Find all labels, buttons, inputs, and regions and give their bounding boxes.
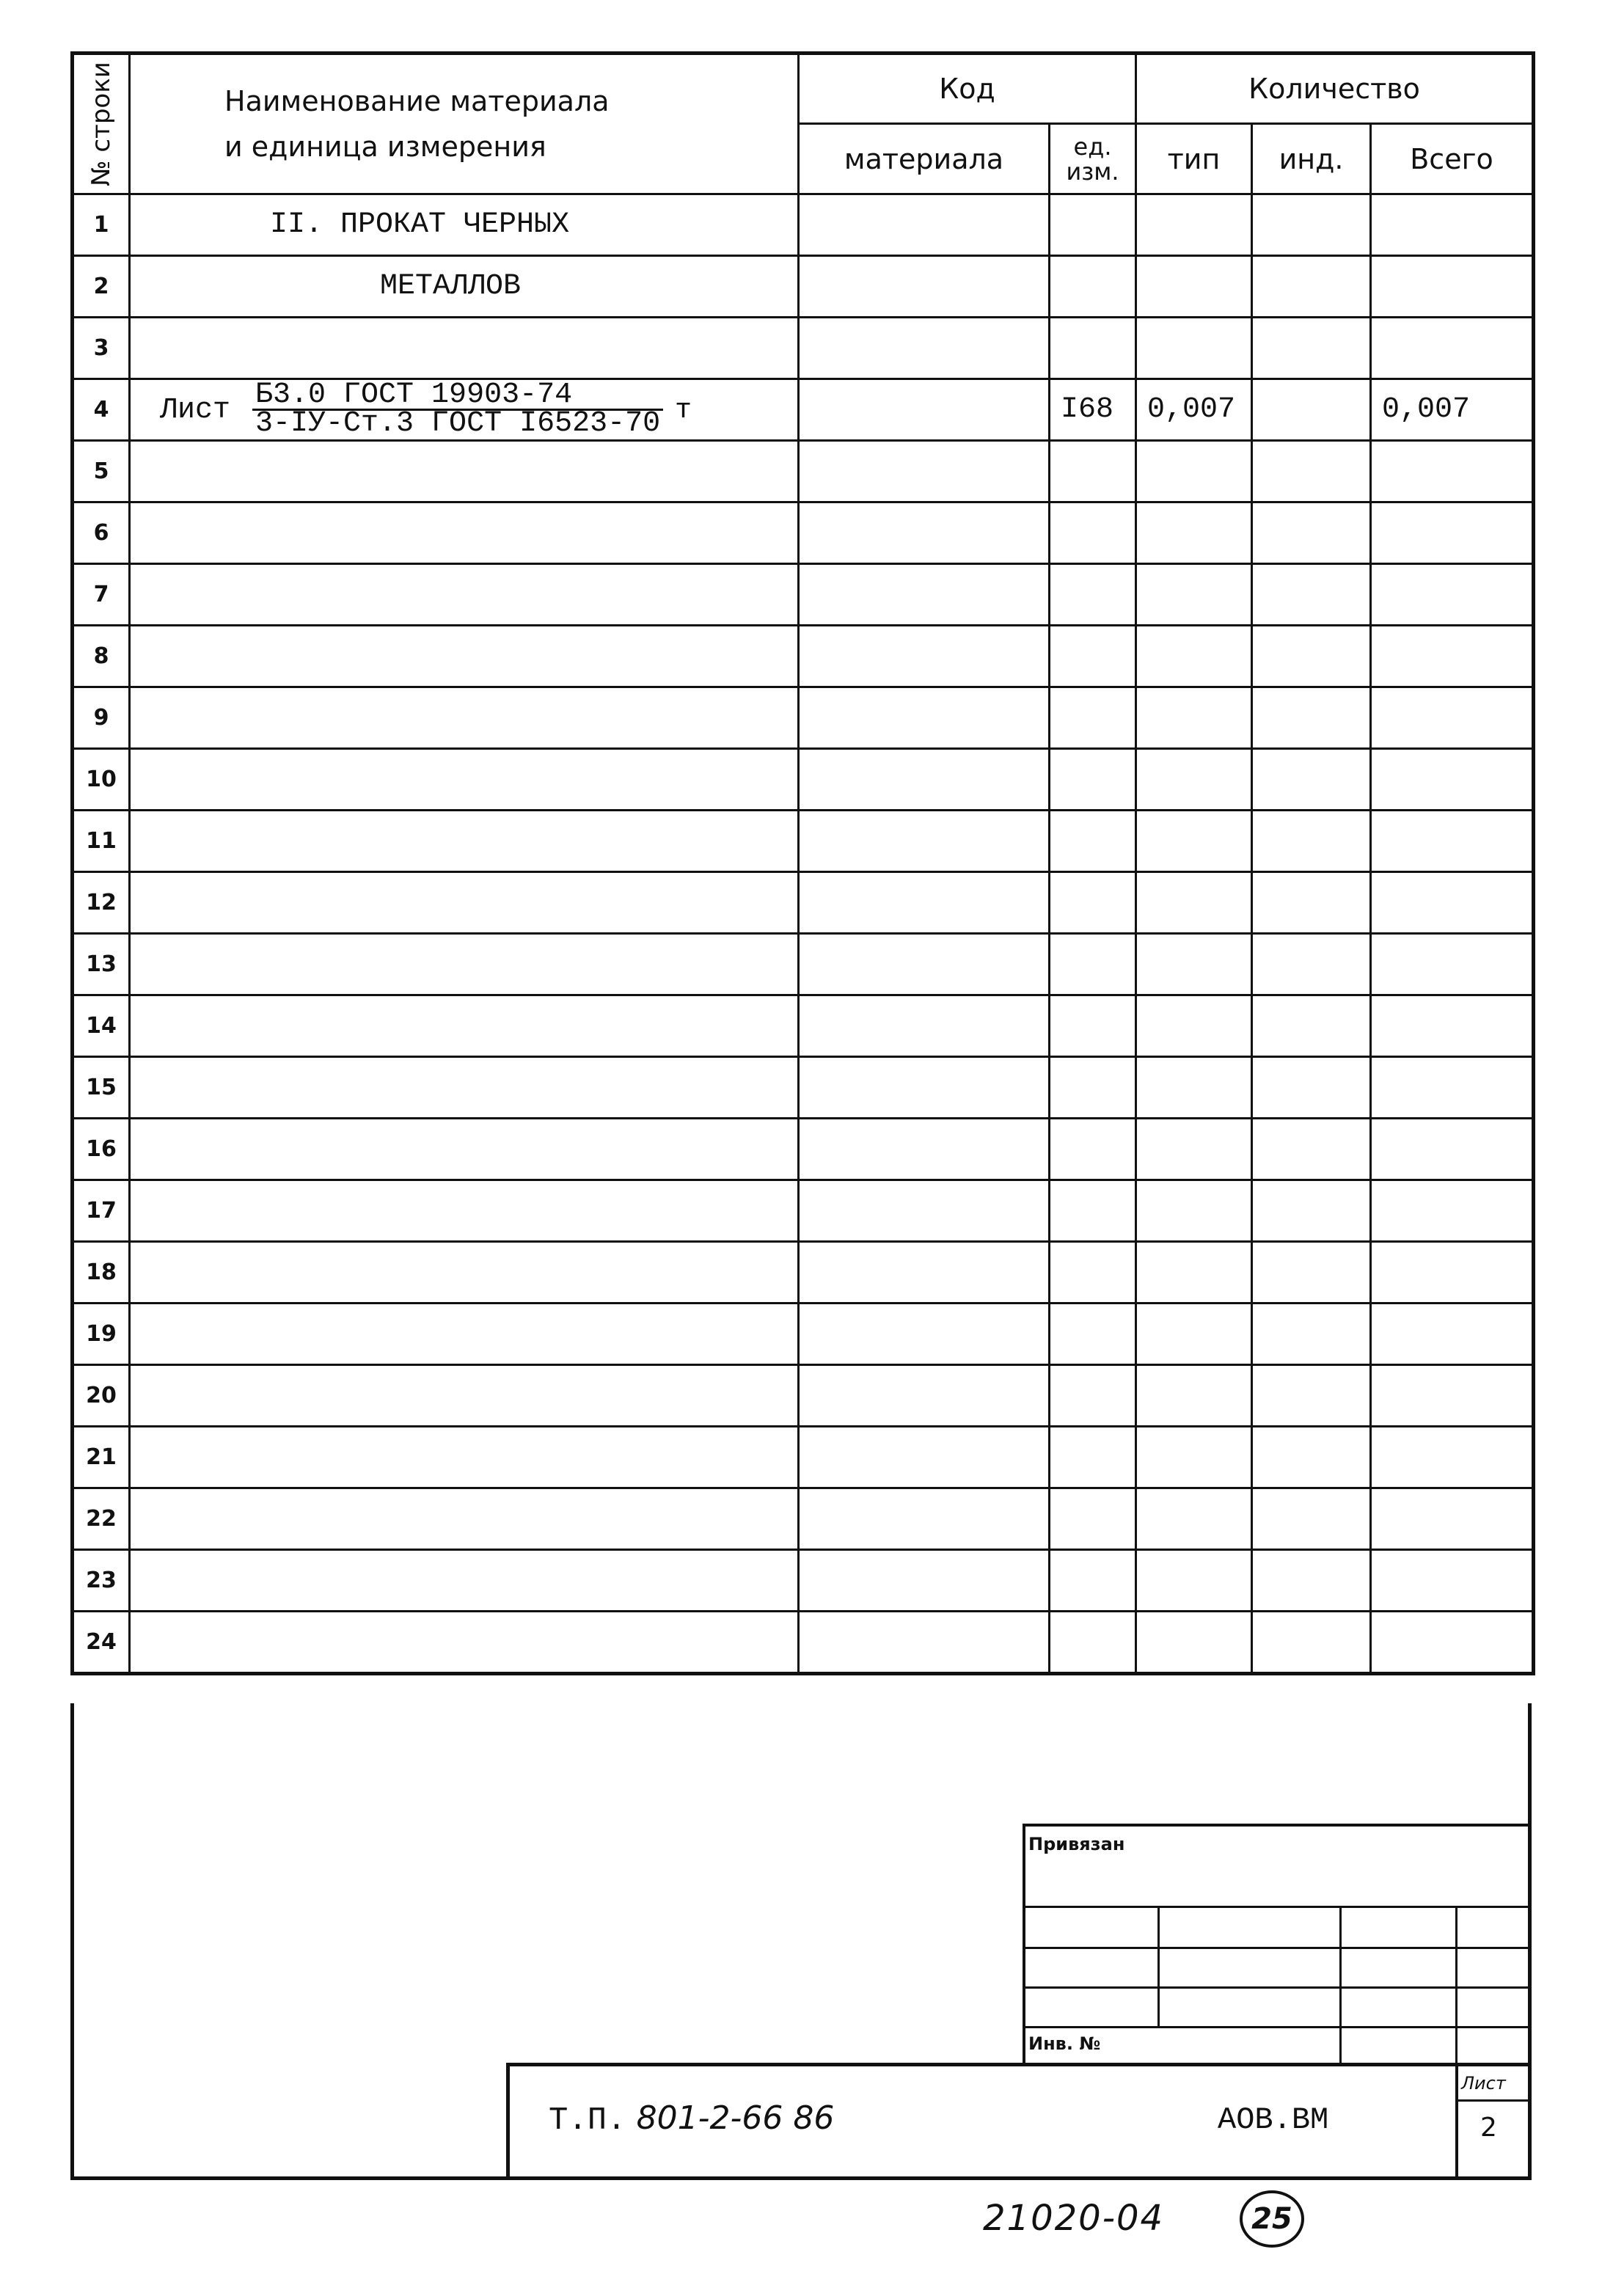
row-number: 9 [73, 687, 130, 749]
material-code [799, 564, 1050, 626]
individual-qty [1252, 318, 1371, 379]
individual-qty [1252, 1550, 1371, 1612]
table-row [73, 1242, 1534, 1304]
row-number: 10 [73, 749, 130, 811]
row-number: 19 [73, 1304, 130, 1365]
material-name [130, 1304, 799, 1365]
unit-code [1050, 1488, 1136, 1550]
material-name-header-line1: Наименование материала [224, 85, 610, 117]
material-name [130, 1119, 799, 1180]
row-number: 20 [73, 1365, 130, 1427]
total-qty [1371, 502, 1534, 564]
total-qty [1371, 1427, 1534, 1488]
material-code-header: материала [799, 124, 1050, 194]
table-row [73, 1119, 1534, 1180]
row-number: 12 [73, 872, 130, 934]
typical-qty [1136, 502, 1252, 564]
material-name: II. ПРОКАТ ЧЕРНЫХ [130, 194, 799, 256]
total-qty [1371, 1550, 1534, 1612]
unit-code [1050, 1304, 1136, 1365]
individual-qty [1252, 995, 1371, 1057]
individual-qty [1252, 811, 1371, 872]
material-name [130, 1488, 799, 1550]
material-code [799, 687, 1050, 749]
table-row [73, 502, 1534, 564]
typical-qty [1136, 749, 1252, 811]
material-spec-fraction [252, 379, 663, 440]
typical-qty [1136, 1057, 1252, 1119]
row-number: 11 [73, 811, 130, 872]
material-code [799, 749, 1050, 811]
typical-qty [1136, 1550, 1252, 1612]
table-row [73, 1304, 1534, 1365]
typical-qty [1136, 194, 1252, 256]
measure-unit: т [675, 395, 692, 427]
typical-qty [1136, 872, 1252, 934]
row-number: 13 [73, 934, 130, 995]
individual-qty [1252, 441, 1371, 502]
individual-qty-header: инд. [1252, 124, 1371, 194]
typical-qty [1136, 934, 1252, 995]
unit-code [1050, 194, 1136, 256]
total-qty [1371, 256, 1534, 318]
typical-qty [1136, 1427, 1252, 1488]
table-row [73, 872, 1534, 934]
table-row [73, 318, 1534, 379]
unit-code [1050, 318, 1136, 379]
quantity-header: Количество [1136, 54, 1534, 124]
individual-qty [1252, 934, 1371, 995]
total-qty [1371, 1242, 1534, 1304]
project-number: 801-2-66 86 [636, 2099, 835, 2137]
table-row [73, 934, 1534, 995]
code-header: Код [799, 54, 1136, 124]
material-name [130, 995, 799, 1057]
unit-code [1050, 1119, 1136, 1180]
row-number: 4 [73, 379, 130, 441]
material-code [799, 1427, 1050, 1488]
typical-qty [1136, 318, 1252, 379]
individual-qty [1252, 1057, 1371, 1119]
individual-qty [1252, 256, 1371, 318]
document-code: АОВ.ВМ [1218, 2102, 1329, 2138]
table-row [73, 811, 1534, 872]
individual-qty [1252, 872, 1371, 934]
unit-code [1050, 1365, 1136, 1427]
row-number: 7 [73, 564, 130, 626]
material-name [130, 811, 799, 872]
inventory-number-label: Инв. № [1028, 2033, 1101, 2054]
material-code [799, 1488, 1050, 1550]
unit-code [1050, 687, 1136, 749]
material-name [130, 1365, 799, 1427]
material-code [799, 1612, 1050, 1674]
total-qty [1371, 1612, 1534, 1674]
table-row [73, 1365, 1534, 1427]
binding-divider [1455, 1906, 1457, 2066]
total-qty [1371, 1119, 1534, 1180]
individual-qty [1252, 626, 1371, 687]
row-number: 15 [73, 1057, 130, 1119]
unit-code [1050, 1180, 1136, 1242]
material-name [130, 1180, 799, 1242]
unit-code [1050, 1427, 1136, 1488]
table-row [73, 1488, 1534, 1550]
materials-table [70, 51, 1535, 1675]
material-code [799, 1119, 1050, 1180]
total-qty [1371, 1304, 1534, 1365]
unit-code [1050, 564, 1136, 626]
material-name [130, 1427, 799, 1488]
material-code [799, 872, 1050, 934]
material-code [799, 1550, 1050, 1612]
material-prefix: Лист [160, 394, 231, 428]
material-name [130, 379, 799, 441]
unit-code-header: ед. изм. [1050, 124, 1136, 194]
material-name [130, 502, 799, 564]
individual-qty [1252, 1612, 1371, 1674]
row-number: 8 [73, 626, 130, 687]
material-name [130, 1612, 799, 1674]
individual-qty [1252, 1180, 1371, 1242]
unit-code [1050, 256, 1136, 318]
material-name [130, 564, 799, 626]
table-row [73, 1550, 1534, 1612]
stamp-divider [1455, 2063, 1458, 2180]
unit-code [1050, 811, 1136, 872]
table-row [73, 194, 1534, 256]
table-row [73, 1427, 1534, 1488]
total-qty [1371, 194, 1534, 256]
row-number: 16 [73, 1119, 130, 1180]
material-name [130, 1550, 799, 1612]
row-number: 14 [73, 995, 130, 1057]
material-name-header [130, 54, 799, 194]
individual-qty [1252, 1304, 1371, 1365]
individual-qty [1252, 1242, 1371, 1304]
row-number: 21 [73, 1427, 130, 1488]
typical-qty: 0,007 [1136, 379, 1252, 441]
table-row [73, 256, 1534, 318]
material-code [799, 995, 1050, 1057]
bound-label: Привязан [1028, 1834, 1125, 1854]
unit-code [1050, 1242, 1136, 1304]
individual-qty [1252, 1427, 1371, 1488]
typical-qty [1136, 995, 1252, 1057]
material-code [799, 934, 1050, 995]
row-number: 1 [73, 194, 130, 256]
typical-qty [1136, 1304, 1252, 1365]
material-code [799, 1304, 1050, 1365]
total-qty [1371, 934, 1534, 995]
archive-number: 21020-04 [983, 2198, 1165, 2239]
material-code [799, 256, 1050, 318]
material-code [799, 502, 1050, 564]
total-qty [1371, 1180, 1534, 1242]
typical-qty [1136, 1488, 1252, 1550]
material-code [799, 1057, 1050, 1119]
material-name [130, 318, 799, 379]
unit-code [1050, 441, 1136, 502]
total-qty [1371, 872, 1534, 934]
total-qty [1371, 626, 1534, 687]
typical-qty-header: тип [1136, 124, 1252, 194]
total-qty [1371, 441, 1534, 502]
typical-qty [1136, 1119, 1252, 1180]
individual-qty [1252, 194, 1371, 256]
total-qty [1371, 1488, 1534, 1550]
page-number: 25 [1240, 2190, 1304, 2248]
material-code [799, 626, 1050, 687]
unit-code [1050, 1057, 1136, 1119]
total-qty [1371, 995, 1534, 1057]
individual-qty [1252, 1119, 1371, 1180]
typical-qty [1136, 564, 1252, 626]
typical-qty [1136, 1612, 1252, 1674]
row-number: 17 [73, 1180, 130, 1242]
typical-qty [1136, 1180, 1252, 1242]
total-qty [1371, 1365, 1534, 1427]
stamp-divider [1455, 2099, 1532, 2102]
unit-code [1050, 1550, 1136, 1612]
total-qty [1371, 687, 1534, 749]
unit-code [1050, 749, 1136, 811]
table-row [73, 626, 1534, 687]
table-row [73, 564, 1534, 626]
total-qty [1371, 564, 1534, 626]
total-qty [1371, 749, 1534, 811]
material-code [799, 194, 1050, 256]
row-number: 24 [73, 1612, 130, 1674]
project-code [549, 2099, 834, 2139]
row-number: 6 [73, 502, 130, 564]
typical-qty [1136, 626, 1252, 687]
row-number-header: № строки [73, 54, 130, 194]
sheet-number: 2 [1480, 2113, 1497, 2143]
material-spec-denominator: 3-IУ-Ст.3 ГОСТ I6523-70 [255, 407, 661, 440]
table-row [73, 1180, 1534, 1242]
material-name [130, 1242, 799, 1304]
table-row [73, 379, 1534, 441]
table-row [73, 1612, 1534, 1674]
material-name [130, 626, 799, 687]
individual-qty [1252, 749, 1371, 811]
unit-code [1050, 626, 1136, 687]
table-body [73, 194, 1534, 1674]
unit-code [1050, 934, 1136, 995]
sheet-label: Лист [1461, 2073, 1506, 2094]
table-row [73, 1057, 1534, 1119]
typical-qty [1136, 441, 1252, 502]
unit-code [1050, 872, 1136, 934]
table-row [73, 749, 1534, 811]
typical-qty [1136, 687, 1252, 749]
unit-code [1050, 1612, 1136, 1674]
individual-qty [1252, 687, 1371, 749]
material-code [799, 379, 1050, 441]
material-name [130, 441, 799, 502]
table-row [73, 441, 1534, 502]
table-row [73, 995, 1534, 1057]
material-code [799, 1242, 1050, 1304]
typical-qty [1136, 256, 1252, 318]
row-number: 5 [73, 441, 130, 502]
total-qty [1371, 811, 1534, 872]
individual-qty [1252, 564, 1371, 626]
typical-qty [1136, 1365, 1252, 1427]
row-number: 3 [73, 318, 130, 379]
material-name [130, 934, 799, 995]
material-code [799, 441, 1050, 502]
row-number: 23 [73, 1550, 130, 1612]
typical-qty [1136, 1242, 1252, 1304]
unit-code: I68 [1050, 379, 1136, 441]
material-name [130, 687, 799, 749]
binding-divider [1157, 1906, 1160, 2026]
unit-code [1050, 502, 1136, 564]
material-name [130, 749, 799, 811]
material-spec-numerator: Б3.0 ГОСТ 19903-74 [252, 382, 663, 411]
row-number: 22 [73, 1488, 130, 1550]
material-code [799, 318, 1050, 379]
unit-code [1050, 995, 1136, 1057]
row-number: 2 [73, 256, 130, 318]
total-qty-header: Всего [1371, 124, 1534, 194]
individual-qty [1252, 1365, 1371, 1427]
table-row [73, 687, 1534, 749]
material-name [130, 1057, 799, 1119]
binding-divider [1339, 1906, 1342, 2066]
material-name-header-line2: и единица измерения [224, 131, 546, 163]
individual-qty [1252, 502, 1371, 564]
individual-qty [1252, 1488, 1371, 1550]
material-name [130, 872, 799, 934]
material-code [799, 1180, 1050, 1242]
total-qty [1371, 318, 1534, 379]
total-qty [1371, 1057, 1534, 1119]
material-code [799, 1365, 1050, 1427]
material-name: МЕТАЛЛОВ [130, 256, 799, 318]
total-qty: 0,007 [1371, 379, 1534, 441]
typical-qty [1136, 811, 1252, 872]
material-code [799, 811, 1050, 872]
individual-qty [1252, 379, 1371, 441]
project-prefix: Т.П. [549, 2102, 626, 2139]
row-number: 18 [73, 1242, 130, 1304]
